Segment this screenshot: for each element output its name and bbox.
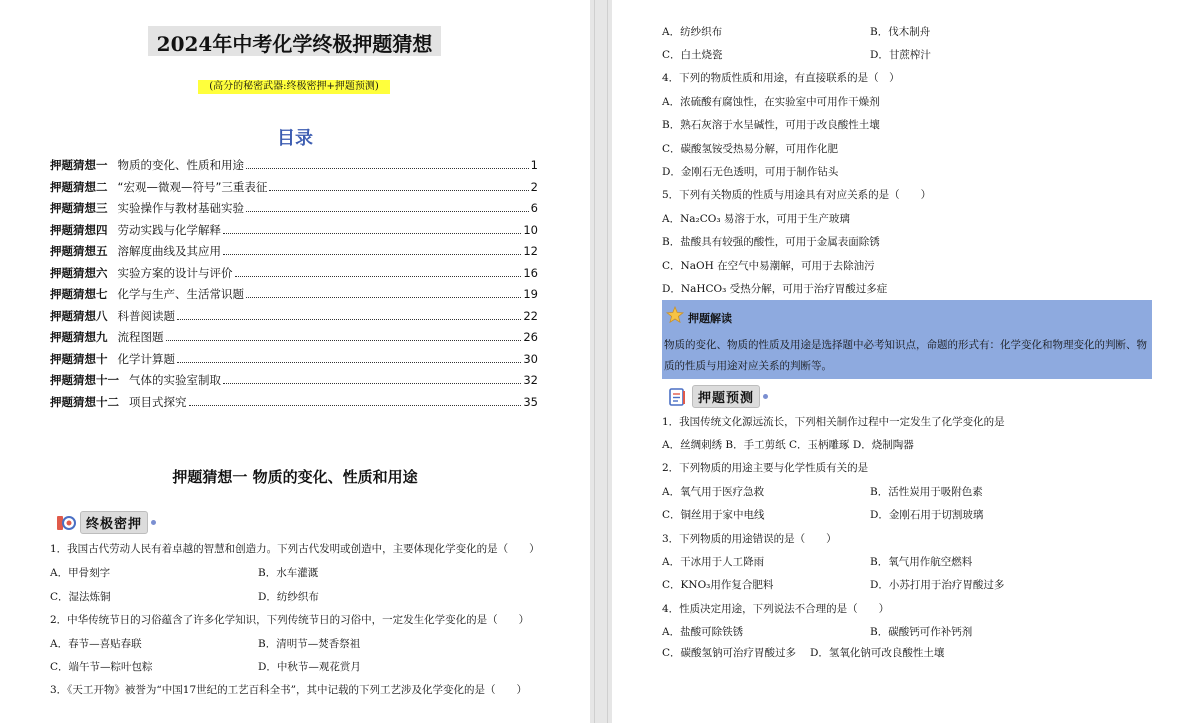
option: A．春节—喜贴春联	[50, 638, 142, 650]
toc-key: 押题猜想三	[50, 201, 108, 215]
toc-title: 物质的变化、性质和用途	[117, 158, 244, 172]
toc-leader	[246, 297, 521, 298]
option: C．碳酸氢钠可治疗胃酸过多	[662, 647, 797, 659]
badge-label: 终极密押	[80, 511, 148, 534]
question-4: 4．下列的物质性质和用途，有直接联系的是（ ）	[662, 72, 900, 84]
toc-page: 6	[530, 201, 538, 215]
option: C．NaOH 在空气中易潮解，可用于去除油污	[662, 260, 875, 272]
prediction-1: 1．我国传统文化源远流长，下列相关制作过程中一定发生了化学变化的是	[662, 416, 1005, 428]
option: A．干冰用于人工降雨	[662, 556, 765, 568]
toc-title: 项目式探究	[129, 394, 187, 409]
notepad-icon	[668, 387, 688, 407]
toc-key: 押题猜想六	[50, 265, 108, 280]
toc-key: 押题猜想一	[50, 158, 108, 172]
toc-entry[interactable]	[50, 372, 538, 394]
option: D．NaHCO₃ 受热分解，可用于治疗胃酸过多症	[662, 283, 888, 295]
option: D．甘蔗榨汁	[870, 49, 931, 61]
option: B．盐酸具有较强的酸性，可用于金属表面除锈	[662, 236, 880, 248]
option: C．碳酸氢铵受热易分解，可用作化肥	[662, 143, 839, 155]
question-5: 5．下列有关物质的性质与用途具有对应关系的是（ ）	[662, 189, 932, 201]
option: A．浓硫酸有腐蚀性，在实验室中可用作干燥剂	[662, 96, 880, 108]
toc-leader	[246, 168, 529, 169]
toc-key: 押题猜想八	[50, 308, 108, 323]
toc-entry[interactable]	[50, 265, 538, 287]
toc-title: 实验操作与教材基础实验	[117, 201, 244, 215]
option: B．氧气用作航空燃料	[870, 556, 973, 568]
toc-title: 科普阅读题	[117, 308, 175, 323]
option: B．熟石灰溶于水呈碱性，可用于改良酸性土壤	[662, 119, 880, 131]
toc-title: 实验方案的设计与评价	[117, 265, 233, 280]
option: D．金刚石无色透明，可用于制作钻头	[662, 166, 839, 178]
option: A．Na₂CO₃ 易溶于水，可用于生产玻璃	[662, 213, 850, 225]
option: C．铜丝用于家中电线	[662, 509, 765, 521]
toc-page: 22	[523, 308, 538, 323]
toc-entry[interactable]	[50, 394, 538, 416]
toc-entry[interactable]	[50, 179, 538, 201]
badge-label: 押题预测	[692, 385, 760, 408]
toc-key: 押题猜想四	[50, 222, 108, 237]
option: B．碳酸钙可作补钙剂	[870, 626, 973, 638]
option: B．水车灌溉	[258, 567, 319, 579]
toc-leader	[246, 211, 529, 212]
badge-dot	[763, 394, 768, 399]
toc-entry[interactable]	[50, 157, 538, 179]
table-of-contents	[50, 157, 538, 415]
toc-key: 押题猜想二	[50, 179, 108, 194]
toc-title: 溶解度曲线及其应用	[117, 244, 221, 258]
toc-title: 流程图题	[117, 330, 164, 344]
option: B．伐木制舟	[870, 26, 931, 38]
option: B．清明节—焚香祭祖	[258, 638, 361, 650]
toc-leader	[235, 276, 522, 277]
toc-title: 劳动实践与化学解释	[117, 222, 221, 237]
option: D．小苏打用于治疗胃酸过多	[870, 579, 1005, 591]
option: C．KNO₃用作复合肥料	[662, 579, 774, 591]
question-3: 3．《天工开物》被誉为“中国17世纪的工艺百科全书”，其中记载的下列工艺涉及化学变化的是（ ）	[50, 684, 528, 696]
toc-page: 30	[523, 351, 538, 366]
toc-page: 16	[523, 265, 538, 280]
option: A．氧气用于医疗急救	[662, 486, 765, 498]
option: D．中秋节—观花赏月	[258, 661, 361, 673]
toc-entry[interactable]	[50, 200, 538, 222]
star-icon	[666, 306, 684, 324]
target-icon	[56, 513, 76, 533]
option: D．氢氧化钠可改良酸性土壤	[810, 647, 945, 659]
toc-leader	[166, 340, 522, 341]
option: D．纺纱织布	[258, 591, 319, 603]
toc-title: 化学与生产、生活常识题	[117, 287, 244, 301]
toc-key: 押题猜想十二	[50, 394, 119, 409]
question-1: 1．我国古代劳动人民有着卓越的智慧和创造力。下列古代发明或创造中，主要体现化学变化的是（ ）	[50, 543, 540, 555]
toc-page: 2	[530, 179, 538, 194]
option: A．盐酸可除铁锈	[662, 626, 744, 638]
toc-entry[interactable]	[50, 308, 538, 330]
toc-key: 押题猜想十一	[50, 373, 119, 387]
option: A．纺纱织布	[662, 26, 723, 38]
toc-leader	[223, 254, 521, 255]
section-heading: 押题猜想一 物质的变化、性质和用途	[172, 468, 418, 486]
prediction-4: 4．性质决定用途，下列说法不合理的是（ ）	[662, 603, 890, 615]
toc-key: 押题猜想七	[50, 287, 108, 301]
option: D．金刚石用于切割玻璃	[870, 509, 984, 521]
toc-page: 10	[523, 222, 538, 237]
toc-entry[interactable]	[50, 222, 538, 244]
toc-leader	[223, 233, 521, 234]
option: A．甲骨刻字	[50, 567, 111, 579]
toc-leader	[189, 405, 522, 406]
toc-leader	[177, 362, 521, 363]
toc-page: 26	[523, 330, 538, 344]
toc-leader	[177, 319, 521, 320]
option: B．活性炭用于吸附色素	[870, 486, 983, 498]
toc-page: 1	[530, 158, 538, 172]
option: C．端午节—粽叶包粽	[50, 661, 153, 673]
toc-entry[interactable]	[50, 351, 538, 373]
document-subtitle: (高分的秘密武器:终极密押+押题预测)	[209, 81, 379, 92]
toc-page: 12	[523, 244, 538, 258]
badge-final-prediction	[56, 511, 156, 534]
toc-key: 押题猜想五	[50, 244, 108, 258]
toc-entry[interactable]	[50, 329, 538, 351]
toc-entry[interactable]	[50, 286, 538, 308]
option: C．白土烧瓷	[662, 49, 723, 61]
option: C．湿法炼铜	[50, 591, 111, 603]
question-2: 2．中华传统节日的习俗蕴含了许多化学知识，下列传统节日的习俗中，一定发生化学变化的是（ ）	[50, 614, 530, 626]
toc-heading: 目录	[277, 128, 313, 149]
document-title: 2024年中考化学终极押题猜想	[156, 32, 433, 56]
toc-page: 19	[523, 287, 538, 301]
panel-text: 物质的变化、物质的性质及用途是选择题中必考知识点，命题的形式有：化学变化和物理变化的判断、物质的性质与用途对应关系的判断等。	[664, 339, 1147, 372]
toc-title: 气体的实验室制取	[129, 373, 221, 387]
toc-page: 32	[523, 373, 538, 387]
panel-title: 押题解读	[688, 312, 732, 325]
toc-title: 化学计算题	[117, 351, 175, 366]
badge-prediction	[668, 385, 768, 408]
badge-dot	[151, 520, 156, 525]
toc-leader	[269, 190, 528, 191]
prediction-2: 2．下列物质的用途主要与化学性质有关的是	[662, 462, 869, 474]
toc-entry[interactable]	[50, 243, 538, 265]
toc-key: 押题猜想九	[50, 330, 108, 344]
page-gutter	[590, 0, 612, 723]
prediction-3: 3．下列物质的用途错误的是（ ）	[662, 533, 837, 545]
toc-title: “宏观—微观—符号”三重表征	[117, 179, 268, 194]
toc-leader	[223, 383, 521, 384]
page-left	[0, 0, 590, 723]
toc-page: 35	[523, 394, 538, 409]
toc-key: 押题猜想十	[50, 351, 108, 366]
option-line: A．丝绸刺绣 B．手工剪纸 C．玉柄雕琢 D．烧制陶器	[662, 439, 914, 451]
